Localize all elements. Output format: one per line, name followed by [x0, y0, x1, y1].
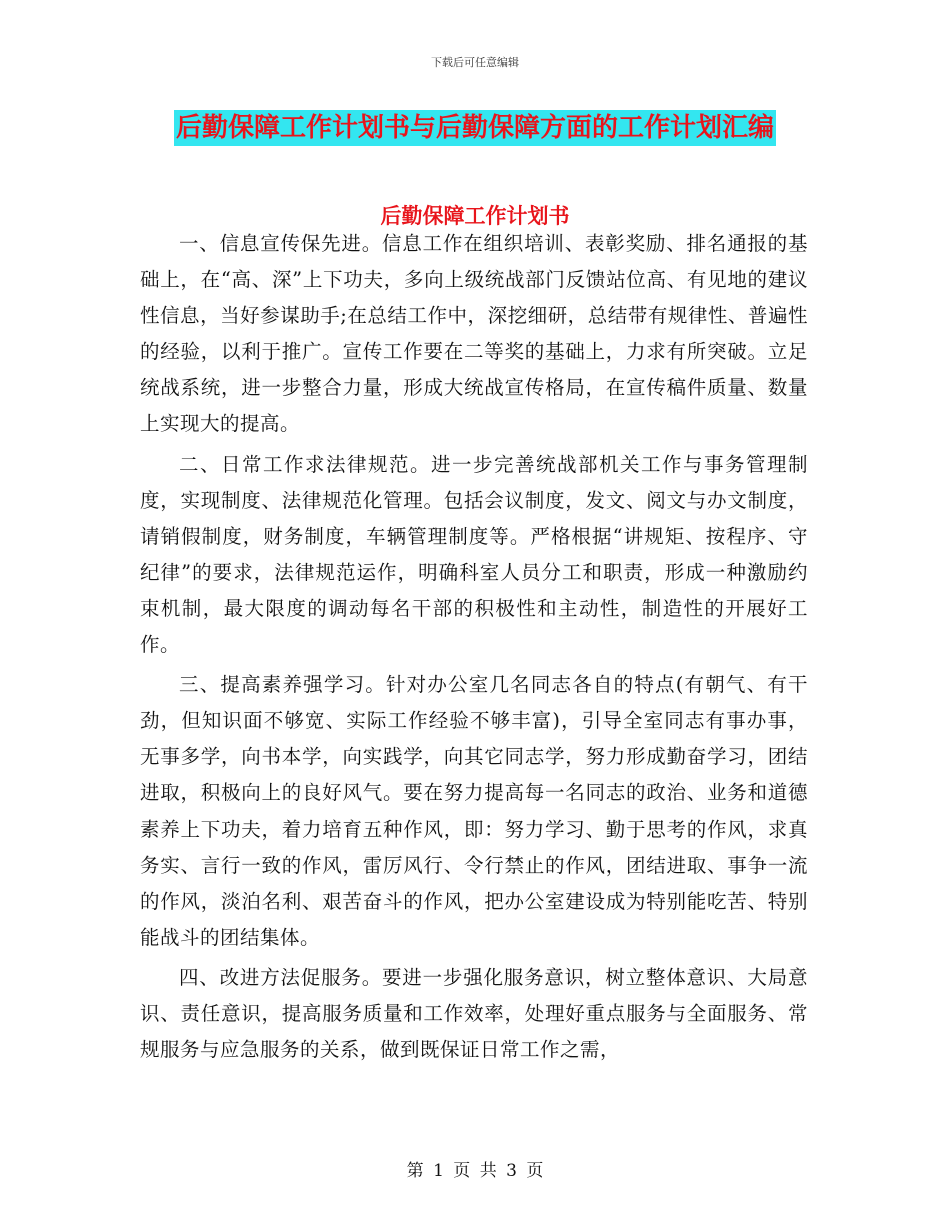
- document-body: [140, 222, 808, 1068]
- main-title-container: [0, 110, 950, 146]
- document-main-title: 后勤保障工作计划书与后勤保障方面的工作计划汇编: [174, 110, 776, 146]
- paragraph-1: 一、信息宣传保先进。信息工作在组织培训、表彰奖励、排名通报的基础上，在“高、深”上下功夫，多向上级统战部门反馈站位高、有见地的建议性信息，当好参谋助手;在总结工作中，深挖细研，总结带有规律性、普遍性的经验，以利于推广。宣传工作要在二等奖的基础上，力求有所突破。立足统战系统，进一步整合力量，形成大统战宣传格局，在宣传稿件质量、数量上实现大的提高。: [140, 232, 808, 436]
- header-note: 下载后可任意编辑: [431, 56, 519, 69]
- paragraph-4: 四、改进方法促服务。要进一步强化服务意识，树立整体意识、大局意识、责任意识，提高服务质量和工作效率，处理好重点服务与全面服务、常规服务与应急服务的关系，做到既保证日常工作之需，: [140, 965, 808, 1062]
- paragraph-3: 三、提高素养强学习。针对办公室几名同志各自的特点(有朝气、有干劲，但知识面不够宽、实际工作经验不够丰富)，引导全室同志有事办事，无事多学，向书本学，向实践学，向其它同志学，努力形成勤奋学习，团结进取，积极向上的良好风气。要在努力提高每一名同志的政治、业务和道德素养上下功夫，着力培育五种作风，即：努力学习、勤于思考的作风，求真务实、言行一致的作风，雷厉风行、令行禁止的作风，团结进取、事争一流的作风，淡泊名利、艰苦奋斗的作风，把办公室建设成为特别能吃苦、特别能战斗的团结集体。: [140, 673, 808, 949]
- page-number-footer: 第 1 页 共 3 页: [406, 1161, 544, 1181]
- document-subtitle: 后勤保障工作计划书: [380, 204, 570, 228]
- paragraph-2: 二、日常工作求法律规范。进一步完善统战部机关工作与事务管理制度，实现制度、法律规范化管理。包括会议制度，发文、阅文与办文制度，请销假制度，财务制度，车辆管理制度等。严格根据“讲规矩、按程序、守纪律”的要求，法律规范运作，明确科室人员分工和职责，形成一种激励约束机制，最大限度的调动每名干部的积极性和主动性，制造性的开展好工作。: [140, 452, 808, 657]
